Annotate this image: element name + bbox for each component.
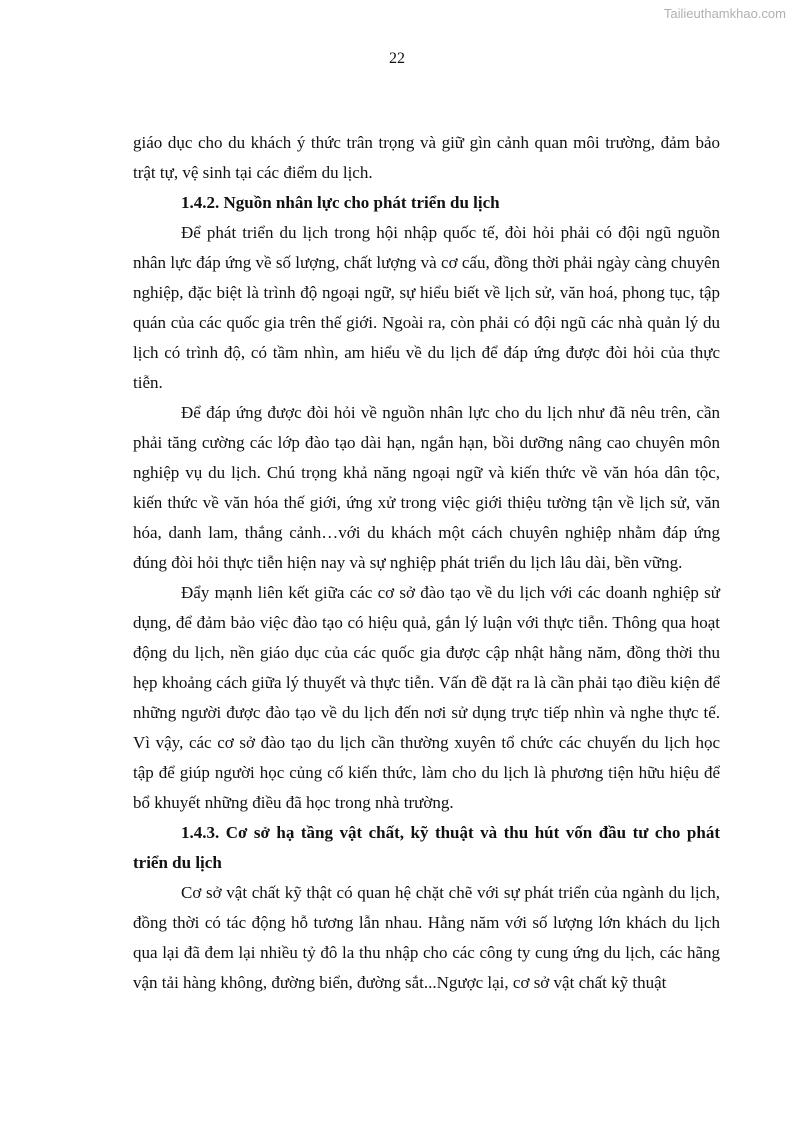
paragraph-continuation: giáo dục cho du khách ý thức trân trọng và giữ gìn cảnh quan môi trường, đảm bảo trật tự, vệ sinh tại các điểm du lịch. bbox=[133, 133, 720, 182]
document-body bbox=[133, 128, 720, 998]
paragraph: Để phát triển du lịch trong hội nhập quốc tế, đòi hỏi phải có đội ngũ nguồn nhân lực đáp ứng về số lượng, chất lượng và cơ cấu, đồng thời phải ngày càng chuyên nghiệp, đặc biệt là trình độ ngoại ngữ, sự hiểu biết về lịch sử, văn hoá, phong tục, tập quán của các quốc gia trên thế giới. Ngoài ra, còn phải có đội ngũ các nhà quản lý du lịch có trình độ, có tầm nhìn, am hiểu về du lịch để đáp ứng được đòi hỏi của thực tiễn. bbox=[133, 223, 720, 392]
paragraph: Cơ sở vật chất kỹ thật có quan hệ chặt chẽ với sự phát triển của ngành du lịch, đồng thời có tác động hỗ tương lẫn nhau. Hằng năm với số lượng lớn khách du lịch qua lại đã đem lại nhiều tỷ đô la thu nhập cho các công ty cung ứng du lịch, các hãng vận tải hàng không, đường biển, đường sắt...Ngược lại, cơ sở vật chất kỹ thuật bbox=[133, 883, 720, 992]
page-number: 22 bbox=[389, 50, 405, 67]
watermark: Tailieuthamkhao.com bbox=[663, 6, 786, 21]
paragraph: Để đáp ứng được đòi hỏi về nguồn nhân lực cho du lịch như đã nêu trên, cần phải tăng cường các lớp đào tạo dài hạn, ngắn hạn, bồi dưỡng nâng cao chuyên môn nghiệp vụ du lịch. Chú trọng khả năng ngoại ngữ và kiến thức về văn hóa dân tộc, kiến thức về văn hóa thế giới, ứng xử trong việc giới thiệu tường tận về lịch sử, văn hóa, danh lam, thắng cảnh…với du khách một cách chuyên nghiệp nhằm đáp ứng đúng đòi hỏi thực tiễn hiện nay và sự nghiệp phát triển du lịch lâu dài, bền vững. bbox=[133, 403, 720, 572]
section-heading-1-4-3: 1.4.3. Cơ sở hạ tầng vật chất, kỹ thuật và thu hút vốn đầu tư cho phát triển du lịch bbox=[133, 823, 720, 872]
section-heading-1-4-2: 1.4.2. Nguồn nhân lực cho phát triển du lịch bbox=[181, 193, 500, 212]
paragraph: Đẩy mạnh liên kết giữa các cơ sở đào tạo về du lịch với các doanh nghiệp sử dụng, để đảm bảo việc đào tạo có hiệu quả, gắn lý luận với thực tiễn. Thông qua hoạt động du lịch, nền giáo dục của các quốc gia được cập nhật hằng năm, đồng thời thu hẹp khoảng cách giữa lý thuyết và thực tiễn. Vấn đề đặt ra là cần phải tạo điều kiện để những người được đào tạo về du lịch đến nơi sử dụng trực tiếp nhìn và nghe thực tế. Vì vậy, các cơ sở đào tạo du lịch cần thường xuyên tổ chức các chuyến du lịch học tập để giúp người học củng cố kiến thức, làm cho du lịch là phương tiện hữu hiệu để bổ khuyết những điều đã học trong nhà trường. bbox=[133, 583, 720, 812]
